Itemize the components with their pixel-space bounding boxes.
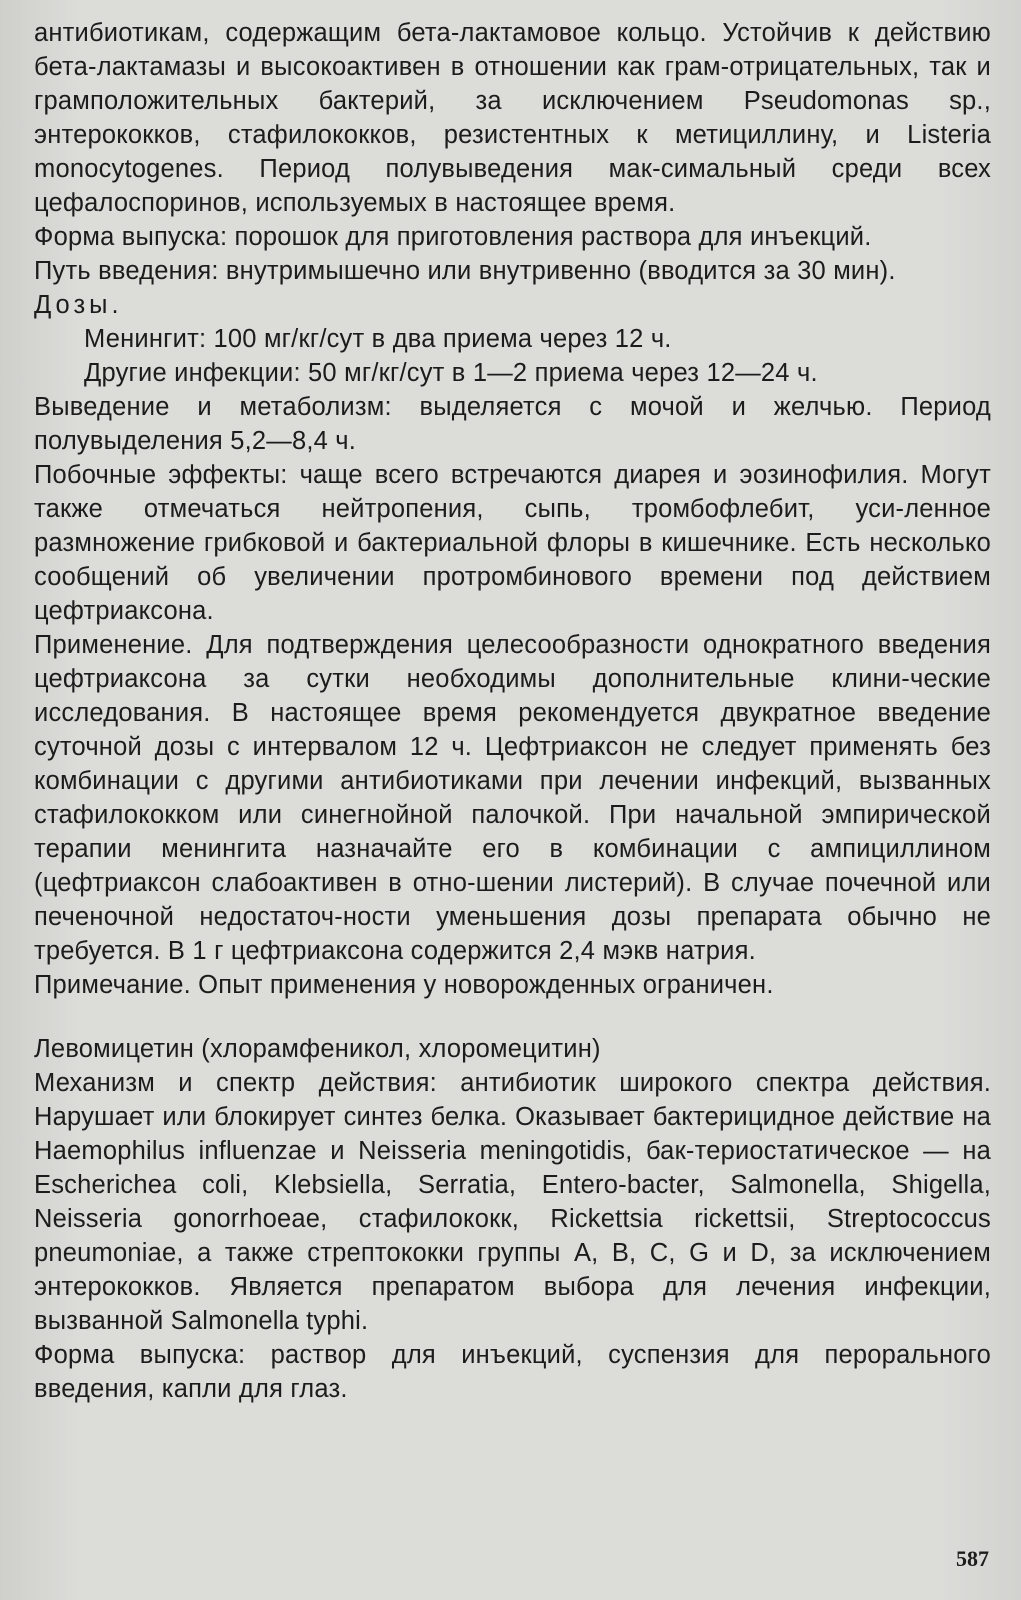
release-form-paragraph-2: Форма выпуска: раствор для инъекций, суспензия для перорального введения, капли для глаз. bbox=[34, 1341, 991, 1403]
mechanism-paragraph: Механизм и спектр действия: антибиотик широкого спектра действия. Нарушает или блокирует синтез белка. Оказывает бактерицидное действие на Haemophilus influenzae и Neisseria meningotidis, бак-териостатическое — на Escherichea coli, Klebsiella, Serratia, Entero-bacter, Salmonella, Shigella, Neisseria gonorrhoeae, стафилококк, Rickettsia rickettsii, Streptococcus pneumoniae, а также стрептококки группы А, В, С, G и D, за исключением энтерококков. Является препаратом выбора для лечения инфекции, вызванной Salmonella typhi. bbox=[34, 1069, 991, 1335]
dose-meningitis: Менингит: 100 мг/кг/сут в два приема через 12 ч. bbox=[84, 325, 672, 353]
drug-heading-levomycetin: Левомицетин (хлорамфеникол, хлоромецитин) bbox=[34, 1035, 601, 1063]
text-paragraph-intro: антибиотикам, содержащим бета-лактамовое кольцо. Устойчив к действию бета-лактамазы и высокоактивен в отношении как грам-отрицательных, так и грамположительных бактерий, за исключением Pseudomonas sp., энтерококков, стафилококков, резистентных к метициллину, и Listeria monocytogenes. Период полувыведения мак-симальный среди всех цефалоспоринов, используемых в настоящее время. bbox=[34, 19, 991, 217]
doses-heading: Дозы. bbox=[34, 291, 123, 319]
dose-other-infections: Другие инфекции: 50 мг/кг/сут в 1—2 приема через 12—24 ч. bbox=[84, 359, 818, 387]
application-paragraph: Применение. Для подтверждения целесообразности однократного введения цефтриаксона за сутки необходимы дополнительные клини-ческие исследования. В настоящее время рекомендуется двукратное введение суточной дозы с интервалом 12 ч. Цефтриаксон не следует применять без комбинации с другими антибиотиками при лечении инфекций, вызванных стафилококком или синегнойной палочкой. При начальной эмпирической терапии менингита назначайте его в комбинации с ампициллином (цефтриаксон слабоактивен в отно-шении листерий). В случае почечной или печеночной недостаточ-ности уменьшения дозы препарата обычно не требуется. В 1 г цефтриаксона содержится 2,4 мэкв натрия. bbox=[34, 631, 991, 965]
side-effects-paragraph: Побочные эффекты: чаще всего встречаются диарея и эозинофилия. Могут также отмечаться нейтропения, сыпь, тромбофлебит, уси-ленное размножение грибковой и бактериальной флоры в кишечнике. Есть несколько сообщений об увеличении протромбинового времени под действием цефтриаксона. bbox=[34, 461, 991, 625]
excretion-paragraph: Выведение и метаболизм: выделяется с мочой и желчью. Период полувыделения 5,2—8,4 ч. bbox=[34, 393, 991, 455]
route-line: Путь введения: внутримышечно или внутривенно (вводится за 30 мин). bbox=[34, 257, 896, 285]
release-form-line: Форма выпуска: порошок для приготовления раствора для инъекций. bbox=[34, 223, 872, 251]
note-paragraph: Примечание. Опыт применения у новорожденных ограничен. bbox=[34, 971, 774, 999]
page-number: 587 bbox=[956, 1546, 989, 1571]
